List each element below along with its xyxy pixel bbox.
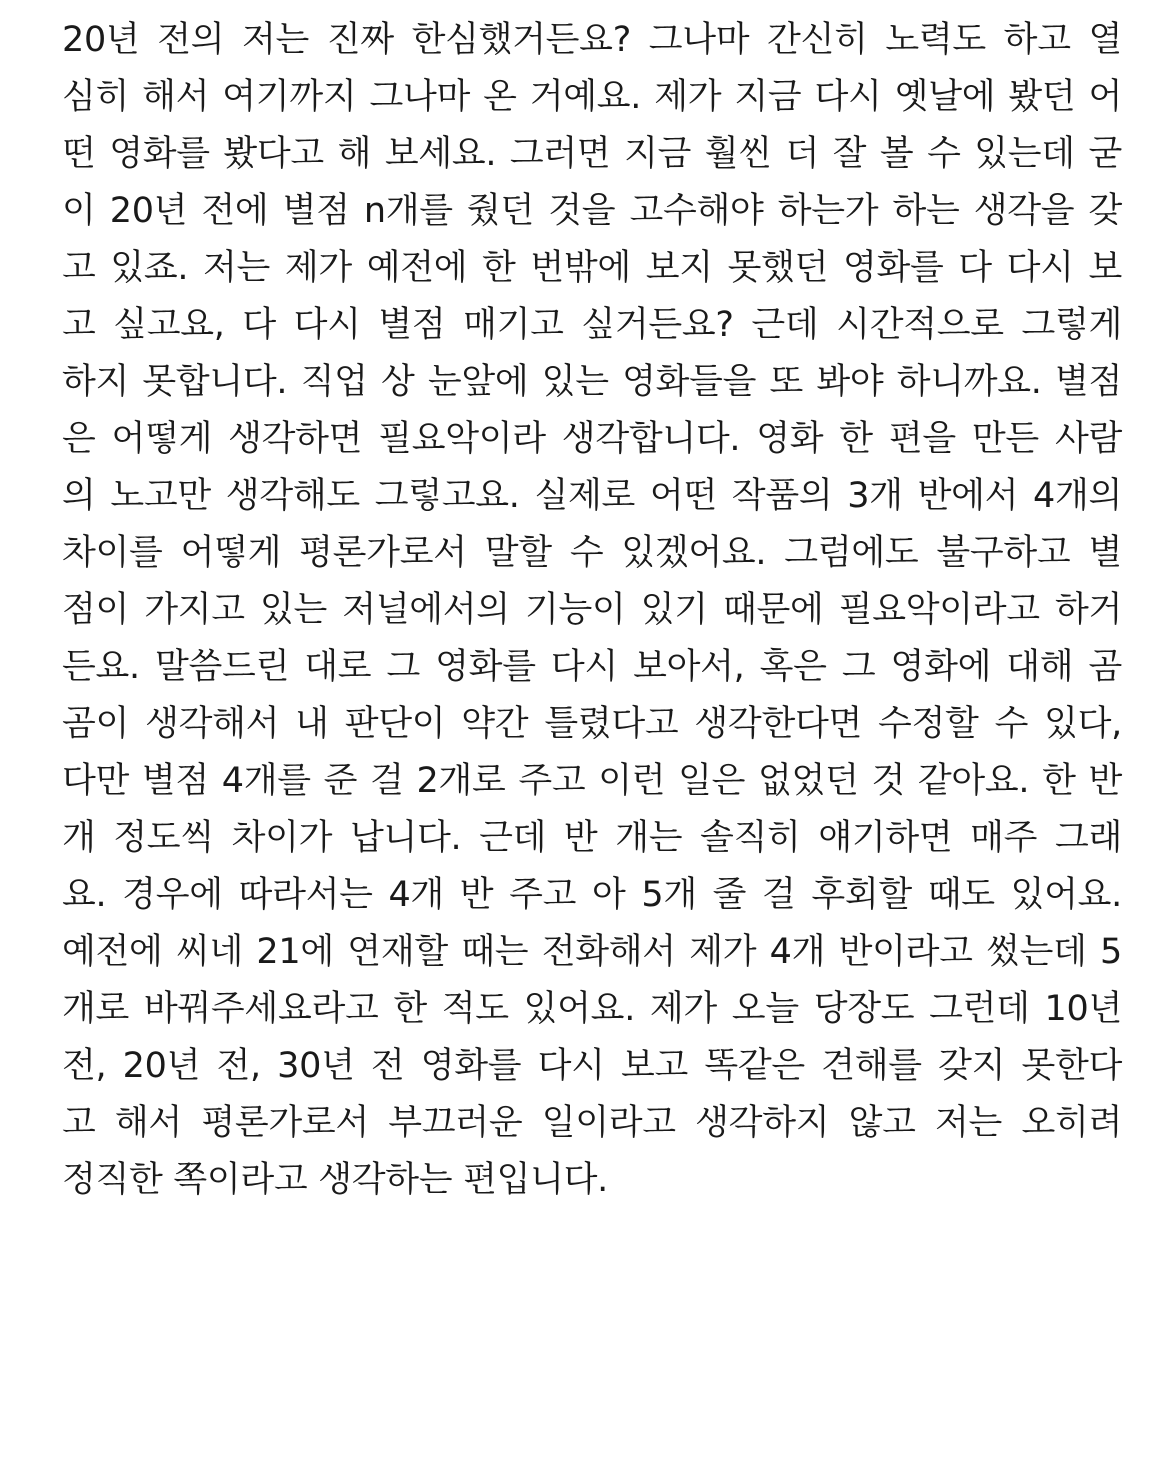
text-line: 고 있죠. 저는 제가 예전에 한 번밖에 보지 못했던 영화를 다 다시 보 <box>62 248 1122 288</box>
text-line: 곰이 생각해서 내 판단이 약간 틀렸다고 생각한다면 수정할 수 있다, <box>62 704 1122 744</box>
article-body <box>62 12 1122 1209</box>
text-line: 전, 20년 전, 30년 전 영화를 다시 보고 똑같은 견해를 갖지 못한다 <box>62 1046 1122 1086</box>
text-line: 이 20년 전에 별점 n개를 줬던 것을 고수해야 하는가 하는 생각을 갖 <box>62 191 1122 231</box>
text-line: 다만 별점 4개를 준 걸 2개로 주고 이런 일은 없었던 것 같아요. 한 반 <box>62 761 1122 801</box>
text-line: 고 싶고요, 다 다시 별점 매기고 싶거든요? 근데 시간적으로 그렇게 <box>62 305 1122 345</box>
text-line: 개 정도씩 차이가 납니다. 근데 반 개는 솔직히 얘기하면 매주 그래 <box>62 818 1122 858</box>
text-line: 예전에 씨네 21에 연재할 때는 전화해서 제가 4개 반이라고 썼는데 5 <box>62 932 1122 972</box>
text-line: 개로 바꿔주세요라고 한 적도 있어요. 제가 오늘 당장도 그런데 10년 <box>62 989 1122 1029</box>
text-line: 요. 경우에 따라서는 4개 반 주고 아 5개 줄 걸 후회할 때도 있어요. <box>62 875 1122 915</box>
text-line: 하지 못합니다. 직업 상 눈앞에 있는 영화들을 또 봐야 하니까요. 별점 <box>62 362 1122 402</box>
text-line: 든요. 말씀드린 대로 그 영화를 다시 보아서, 혹은 그 영화에 대해 곰 <box>62 647 1122 687</box>
text-line: 정직한 쪽이라고 생각하는 편입니다. <box>62 1160 608 1200</box>
text-line: 의 노고만 생각해도 그렇고요. 실제로 어떤 작품의 3개 반에서 4개의 <box>62 476 1122 516</box>
text-line: 떤 영화를 봤다고 해 보세요. 그러면 지금 훨씬 더 잘 볼 수 있는데 굳 <box>62 134 1122 174</box>
text-line: 고 해서 평론가로서 부끄러운 일이라고 생각하지 않고 저는 오히려 <box>62 1103 1122 1143</box>
text-line: 심히 해서 여기까지 그나마 온 거예요. 제가 지금 다시 옛날에 봤던 어 <box>62 77 1122 117</box>
text-line: 은 어떻게 생각하면 필요악이라 생각합니다. 영화 한 편을 만든 사람 <box>62 419 1122 459</box>
text-line: 차이를 어떻게 평론가로서 말할 수 있겠어요. 그럼에도 불구하고 별 <box>62 533 1122 573</box>
text-line: 20년 전의 저는 진짜 한심했거든요? 그나마 간신히 노력도 하고 열 <box>62 20 1122 60</box>
text-line: 점이 가지고 있는 저널에서의 기능이 있기 때문에 필요악이라고 하거 <box>62 590 1122 630</box>
